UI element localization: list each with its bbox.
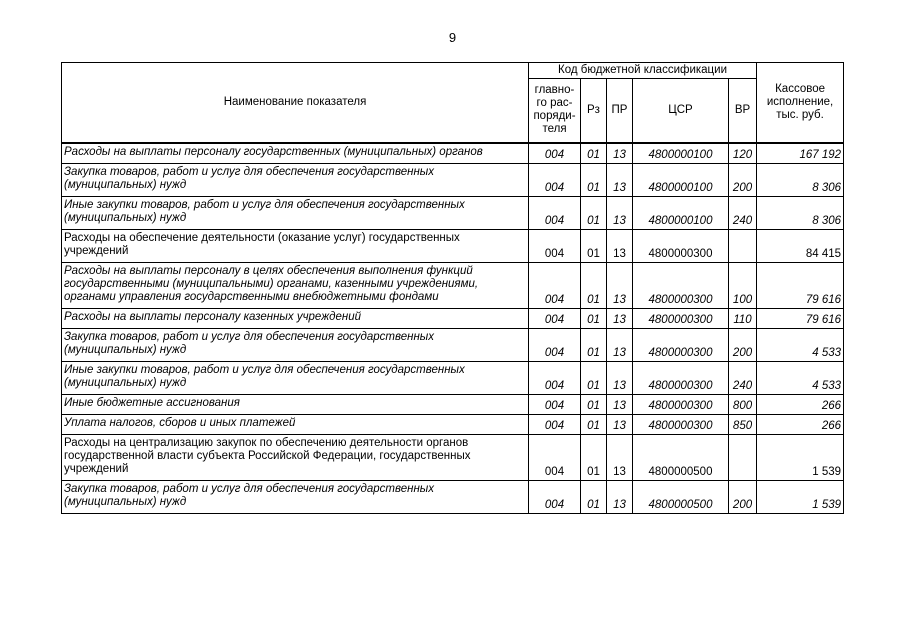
row-rz: 01	[581, 308, 607, 328]
row-vr: 200	[729, 163, 757, 196]
row-amount: 84 415	[757, 229, 844, 262]
row-vr: 110	[729, 308, 757, 328]
row-amount: 4 533	[757, 328, 844, 361]
row-name: Иные закупки товаров, работ и услуг для обеспечения государственных (муниципальных) нужд	[62, 196, 529, 229]
header-amount: Кассовое исполнение, тыс. руб.	[757, 63, 844, 143]
row-amount: 266	[757, 414, 844, 434]
row-name: Закупка товаров, работ и услуг для обеспечения государственных (муниципальных) нужд	[62, 328, 529, 361]
table-row	[62, 328, 844, 361]
row-vr: 850	[729, 414, 757, 434]
row-vr: 800	[729, 394, 757, 414]
row-gr: 004	[529, 434, 581, 480]
row-rz: 01	[581, 229, 607, 262]
row-gr: 004	[529, 308, 581, 328]
row-pr: 13	[607, 480, 633, 513]
row-csr: 4800000300	[633, 361, 729, 394]
row-csr: 4800000500	[633, 480, 729, 513]
row-amount: 8 306	[757, 163, 844, 196]
table-row	[62, 434, 844, 480]
row-csr: 4800000300	[633, 229, 729, 262]
row-rz: 01	[581, 361, 607, 394]
row-amount: 79 616	[757, 262, 844, 308]
row-vr: 200	[729, 480, 757, 513]
row-pr: 13	[607, 434, 633, 480]
row-csr: 4800000500	[633, 434, 729, 480]
row-csr: 4800000300	[633, 414, 729, 434]
row-gr: 004	[529, 262, 581, 308]
row-gr: 004	[529, 229, 581, 262]
table-row	[62, 394, 844, 414]
table-row	[62, 262, 844, 308]
table-row	[62, 480, 844, 513]
row-rz: 01	[581, 143, 607, 164]
row-name: Расходы на обеспечение деятельности (оказание услуг) государственных учреждений	[62, 229, 529, 262]
row-csr: 4800000300	[633, 262, 729, 308]
row-name: Уплата налогов, сборов и иных платежей	[62, 414, 529, 434]
row-pr: 13	[607, 308, 633, 328]
row-csr: 4800000300	[633, 328, 729, 361]
header-code-group: Код бюджетной классификации	[529, 63, 757, 79]
row-name: Расходы на выплаты персоналу казенных учреждений	[62, 308, 529, 328]
row-pr: 13	[607, 394, 633, 414]
row-gr: 004	[529, 163, 581, 196]
table-row	[62, 196, 844, 229]
row-pr: 13	[607, 163, 633, 196]
header-gr: главно-го рас-поряди-теля	[529, 79, 581, 143]
table-row	[62, 308, 844, 328]
row-name: Иные закупки товаров, работ и услуг для обеспечения государственных (муниципальных) нужд	[62, 361, 529, 394]
row-vr	[729, 434, 757, 480]
table-row	[62, 361, 844, 394]
row-gr: 004	[529, 361, 581, 394]
row-csr: 4800000100	[633, 196, 729, 229]
row-vr: 120	[729, 143, 757, 164]
row-rz: 01	[581, 262, 607, 308]
table-row	[62, 163, 844, 196]
row-name: Закупка товаров, работ и услуг для обеспечения государственных (муниципальных) нужд	[62, 480, 529, 513]
row-pr: 13	[607, 262, 633, 308]
row-pr: 13	[607, 361, 633, 394]
budget-table	[61, 62, 844, 514]
row-name: Расходы на выплаты персоналу в целях обеспечения выполнения функций государственными (муниципальными) органами, казенными учреждениями, органами управления государственными внебюджетными фондами	[62, 262, 529, 308]
row-pr: 13	[607, 328, 633, 361]
row-gr: 004	[529, 394, 581, 414]
row-name: Расходы на выплаты персоналу государственных (муниципальных) органов	[62, 143, 529, 164]
row-amount: 4 533	[757, 361, 844, 394]
row-gr: 004	[529, 328, 581, 361]
row-csr: 4800000300	[633, 308, 729, 328]
table-row	[62, 143, 844, 164]
row-vr: 240	[729, 196, 757, 229]
row-amount: 8 306	[757, 196, 844, 229]
row-rz: 01	[581, 434, 607, 480]
row-name: Закупка товаров, работ и услуг для обеспечения государственных (муниципальных) нужд	[62, 163, 529, 196]
header-name: Наименование показателя	[62, 63, 529, 143]
row-amount: 1 539	[757, 434, 844, 480]
row-gr: 004	[529, 480, 581, 513]
header-rz: Рз	[581, 79, 607, 143]
table-row	[62, 414, 844, 434]
row-amount: 79 616	[757, 308, 844, 328]
header-csr: ЦСР	[633, 79, 729, 143]
row-csr: 4800000300	[633, 394, 729, 414]
row-name: Расходы на централизацию закупок по обеспечению деятельности органов государственной власти субъекта Российской Федерации, государственных учреждений	[62, 434, 529, 480]
header-vr: ВР	[729, 79, 757, 143]
row-rz: 01	[581, 414, 607, 434]
row-amount: 1 539	[757, 480, 844, 513]
row-rz: 01	[581, 480, 607, 513]
row-vr	[729, 229, 757, 262]
row-vr: 240	[729, 361, 757, 394]
row-gr: 004	[529, 196, 581, 229]
row-rz: 01	[581, 196, 607, 229]
row-name: Иные бюджетные ассигнования	[62, 394, 529, 414]
row-csr: 4800000100	[633, 143, 729, 164]
row-pr: 13	[607, 196, 633, 229]
row-rz: 01	[581, 328, 607, 361]
row-pr: 13	[607, 229, 633, 262]
row-pr: 13	[607, 414, 633, 434]
row-csr: 4800000100	[633, 163, 729, 196]
row-vr: 200	[729, 328, 757, 361]
row-rz: 01	[581, 163, 607, 196]
table-row	[62, 229, 844, 262]
page-number: 9	[448, 30, 457, 45]
row-pr: 13	[607, 143, 633, 164]
row-gr: 004	[529, 143, 581, 164]
row-gr: 004	[529, 414, 581, 434]
row-amount: 266	[757, 394, 844, 414]
row-amount: 167 192	[757, 143, 844, 164]
row-rz: 01	[581, 394, 607, 414]
table-body	[62, 143, 844, 514]
row-vr: 100	[729, 262, 757, 308]
header-pr: ПР	[607, 79, 633, 143]
